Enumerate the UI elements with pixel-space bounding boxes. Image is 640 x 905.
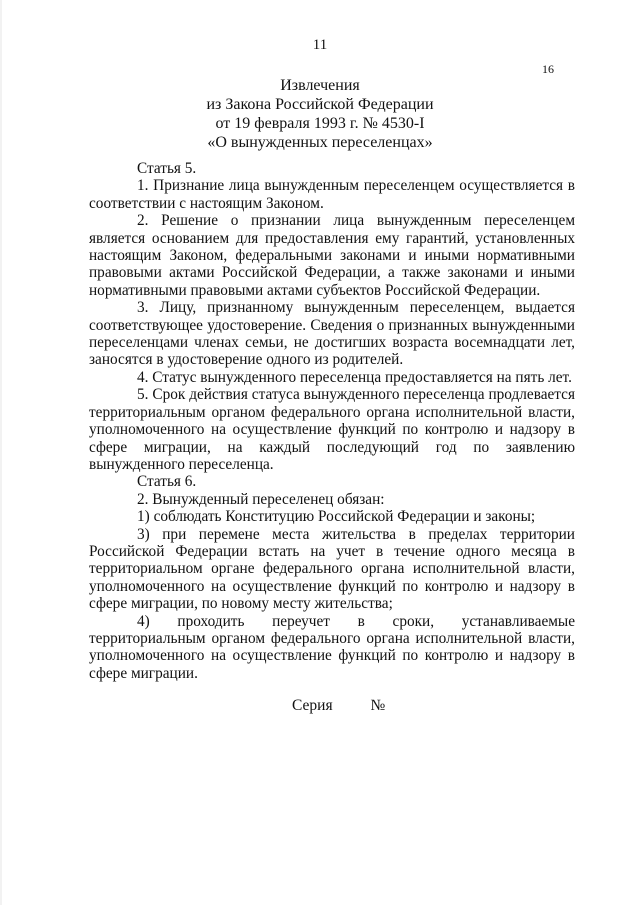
- article-5-title: Статья 5.: [137, 160, 197, 177]
- article-6-paragraph-2: 1) соблюдать Конституцию Российской Федерации и законы;: [137, 508, 536, 526]
- page-number-right: 16: [542, 62, 554, 76]
- article-5-paragraph-3: 3. Лицу, признанному вынужденным переселенцем, выдается соответствующее удостоверение. Сведения о признанных вынужденными переселенцами членах семьи, не достигших возраста восемнадцати лет, заносятся в удостоверение одного из родителей.: [89, 299, 575, 369]
- document-heading: [0, 76, 640, 152]
- page-number-top: 11: [312, 37, 328, 53]
- series-number-line: [292, 697, 385, 715]
- heading-line-2: из Закона Российской Федерации: [206, 96, 434, 113]
- article-6-paragraph-1: 2. Вынужденный переселенец обязан:: [137, 490, 385, 508]
- heading-line-1: Извлечения: [280, 77, 360, 94]
- document-body: [89, 160, 575, 682]
- article-6-paragraph-4: 4) проходить переучет в сроки, устанавливаемые территориальным органом федерального органа исполнительной власти, уполномоченного на осуществление функций по контролю и надзору в сфере миграции.: [89, 612, 575, 682]
- article-5-paragraph-5: 5. Срок действия статуса вынужденного переселенца продлевается территориальным органом федерального органа исполнительной власти, уполномоченного на осуществление функций по контролю и надзору в сфере миграции, на каждый последующий год по заявлению вынужденного переселенца.: [89, 386, 575, 473]
- article-6-title: Статья 6.: [137, 473, 197, 491]
- article-5-paragraph-1: 1. Признание лица вынужденным переселенцем осуществляется в соответствии с настоящим Законом.: [89, 177, 575, 212]
- number-label: №: [370, 697, 386, 714]
- article-6-paragraph-3: 3) при перемене места жительства в пределах территории Российской Федерации встать на учет в течение одного месяца в территориальном органе федерального органа исполнительной власти, уполномоченного на осуществление функций по контролю и надзору в сфере миграции, по новому месту жительства;: [89, 525, 575, 613]
- heading-line-3: от 19 февраля 1993 г. № 4530-I: [215, 115, 425, 132]
- heading-line-4: «О вынужденных переселенцах»: [207, 134, 433, 151]
- article-5-paragraph-2: 2. Решение о признании лица вынужденным переселенцем является основанием для предоставления ему гарантий, установленных настоящим Законом, федеральными законами и иными нормативными правовыми актами Российской Федерации, а также законами и иными нормативными правовыми актами субъектов Российской Федерации.: [89, 212, 575, 299]
- series-label: Серия: [292, 697, 333, 714]
- article-5-paragraph-4: 4. Статус вынужденного переселенца предоставляется на пять лет.: [137, 368, 572, 386]
